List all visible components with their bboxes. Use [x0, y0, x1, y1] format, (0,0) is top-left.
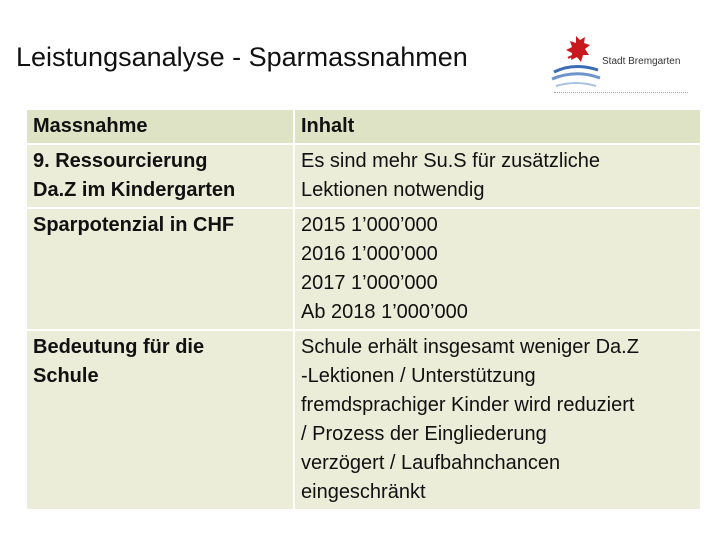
- row-content-line: Es sind mehr Su.S für zusätzliche: [301, 150, 601, 172]
- table-row: [27, 330, 700, 510]
- row-content-line: Schule erhält insgesamt weniger Da.Z: [301, 336, 639, 358]
- row-content-line: eingeschränkt: [301, 481, 426, 503]
- logo-text: Stadt Bremgarten: [602, 56, 681, 67]
- row-content-line: 2015 1’000’000: [301, 214, 438, 236]
- row-label-line: Bedeutung für die: [33, 336, 205, 358]
- row-label-line: Schule: [33, 365, 99, 387]
- measure-table: [27, 110, 700, 511]
- row-content-line: Ab 2018 1’000’000: [301, 301, 468, 323]
- header-massnahme: Massnahme: [27, 110, 294, 144]
- header-inhalt: Inhalt: [294, 110, 700, 144]
- table-header-row: [27, 110, 700, 144]
- row-label: [27, 330, 294, 510]
- row-label-line: Sparpotenzial in CHF: [33, 214, 235, 236]
- row-label: [27, 144, 294, 208]
- row-content: [294, 144, 700, 208]
- row-content: [294, 208, 700, 330]
- row-content-line: fremdsprachiger Kinder wird reduziert: [301, 394, 635, 416]
- row-content-line: verzögert / Laufbahnchancen: [301, 452, 561, 474]
- row-content-line: / Prozess der Eingliederung: [301, 423, 547, 445]
- row-content-line: 2017 1’000’000: [301, 272, 438, 294]
- table-row: [27, 144, 700, 208]
- logo-divider: [554, 92, 688, 93]
- row-label: [27, 208, 294, 330]
- row-label-line: 9. Ressourcierung: [33, 150, 208, 172]
- row-content-line: -Lektionen / Unterstützung: [301, 365, 536, 387]
- slide-title: Leistungsanalyse - Sparmassnahmen: [16, 42, 468, 72]
- row-label-line: Da.Z im Kindergarten: [33, 179, 236, 201]
- logo: [548, 32, 690, 94]
- row-content-line: Lektionen notwendig: [301, 179, 485, 201]
- row-content-line: 2016 1’000’000: [301, 243, 438, 265]
- row-content: [294, 330, 700, 510]
- table-row: [27, 208, 700, 330]
